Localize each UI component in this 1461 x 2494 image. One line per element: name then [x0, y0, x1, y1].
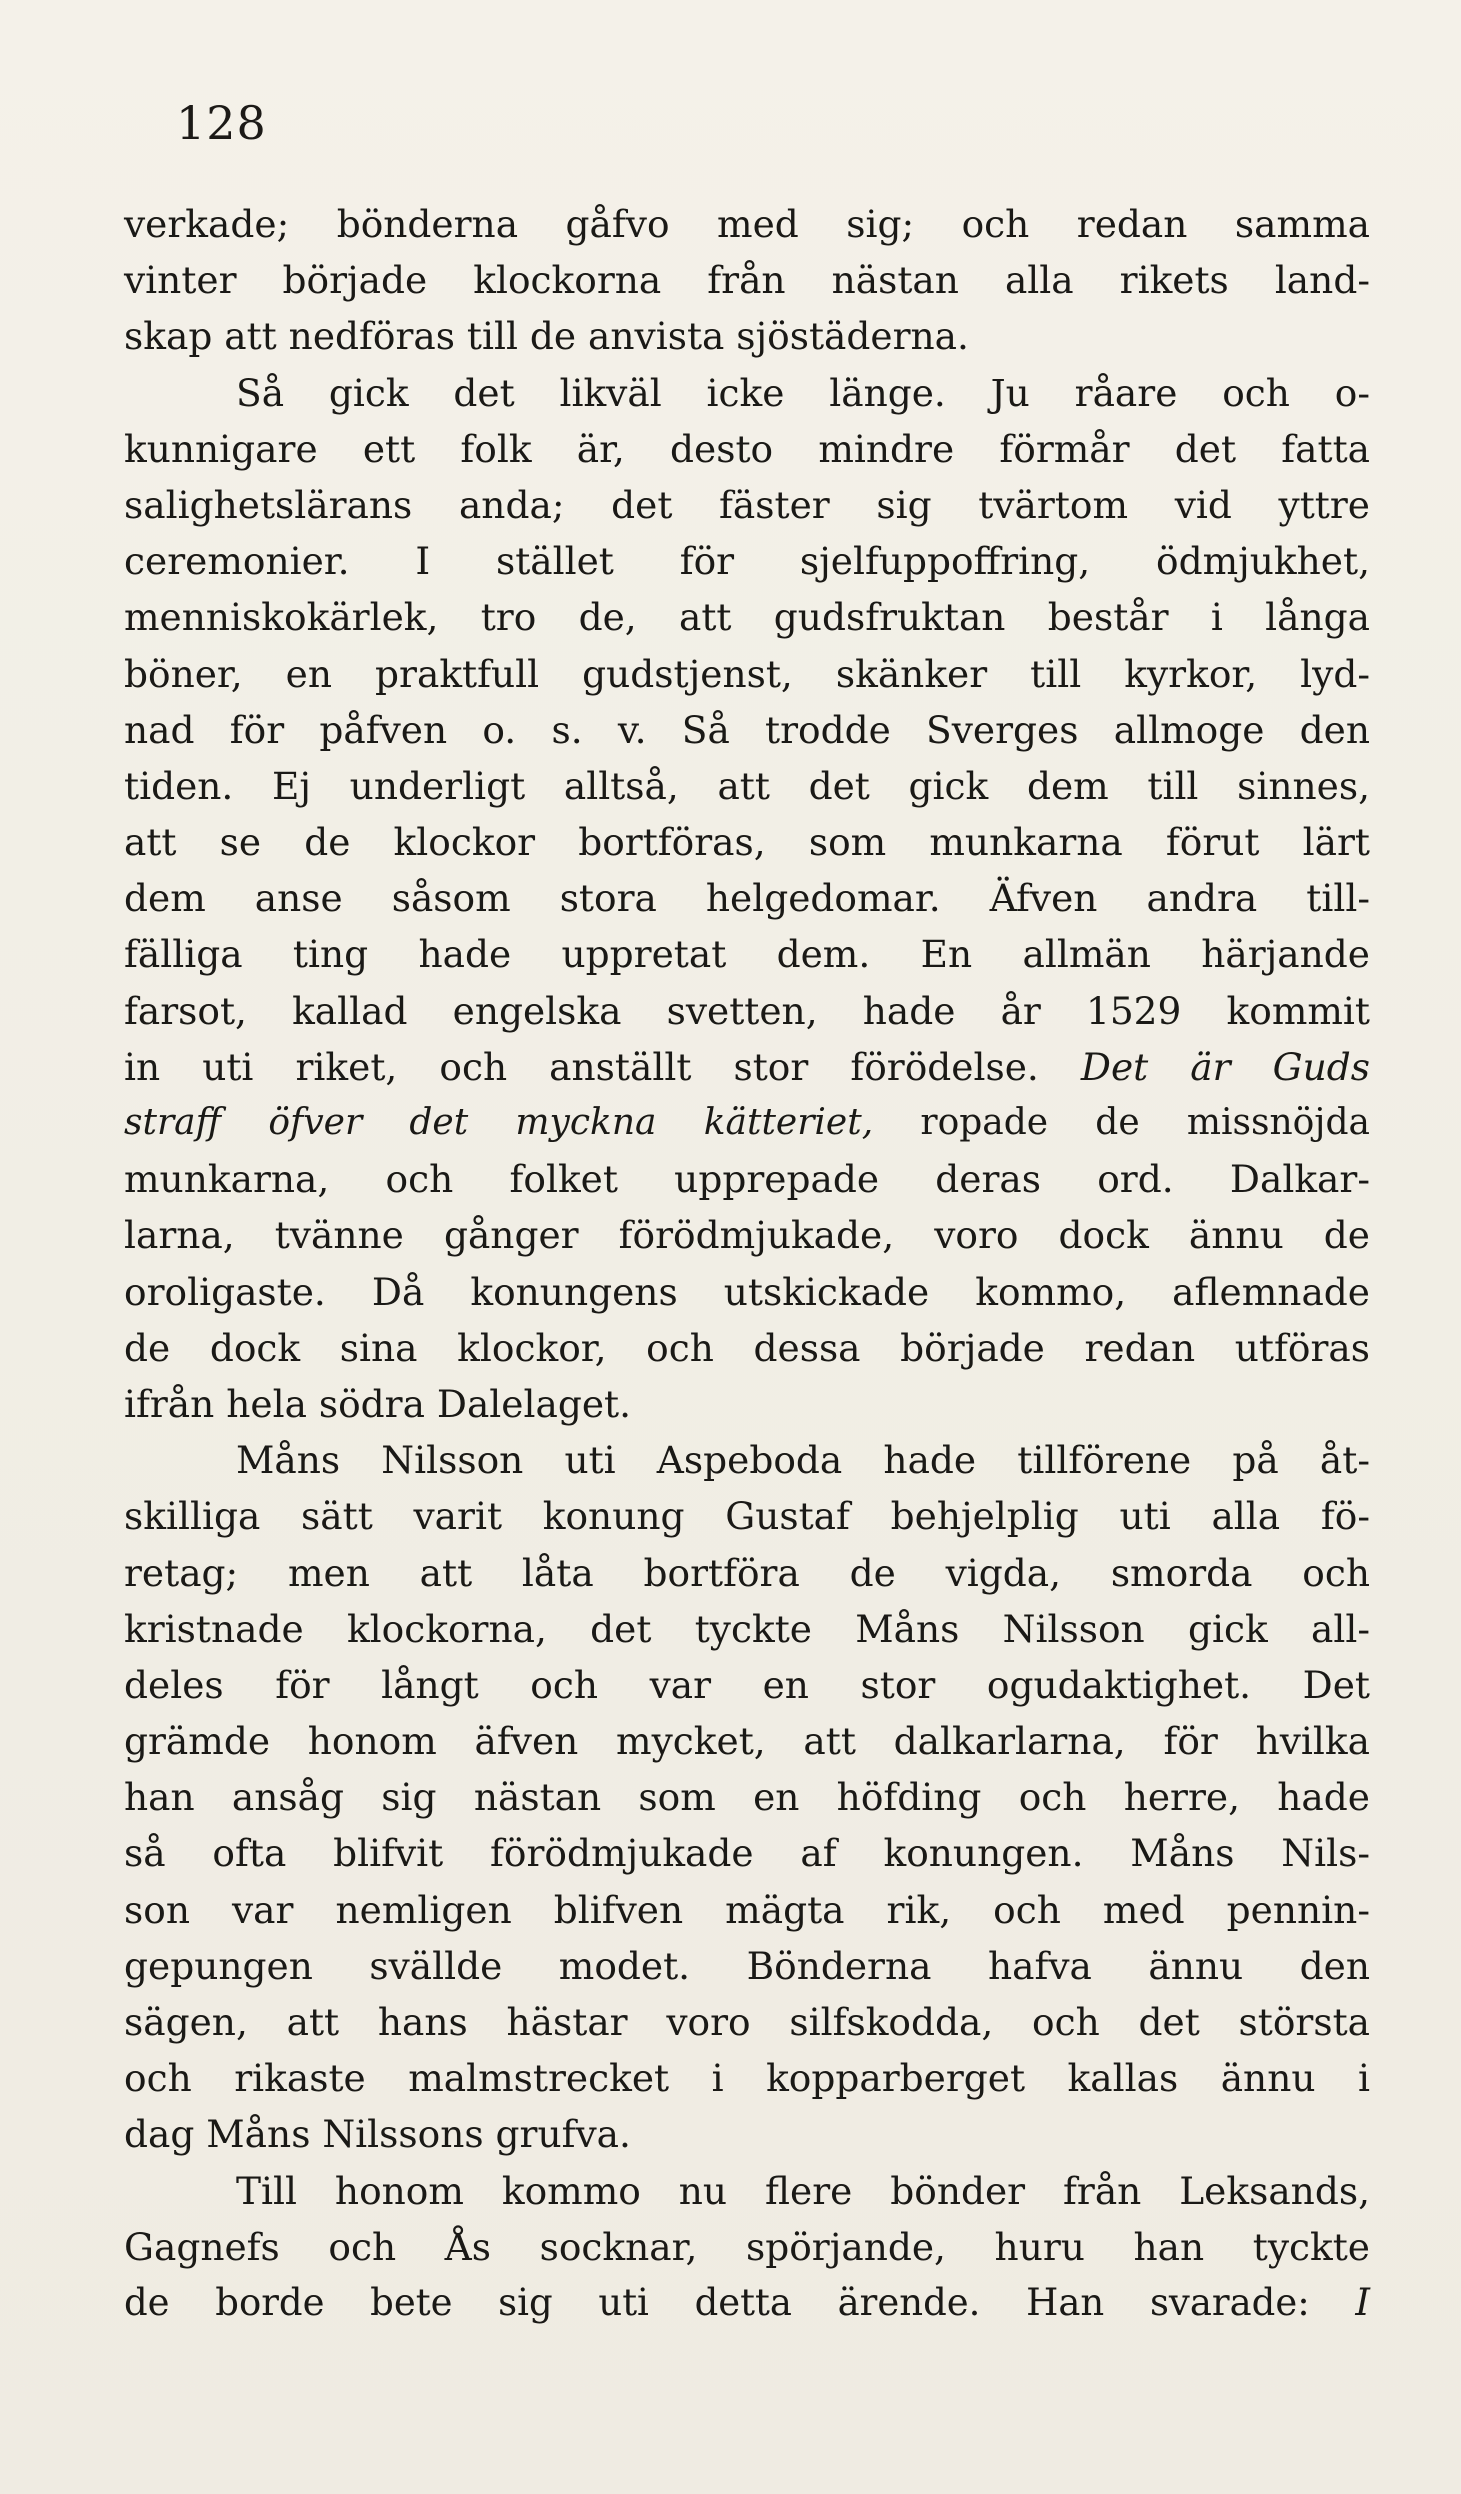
- text-line: [124, 702, 1370, 758]
- text-line: [124, 1882, 1370, 1938]
- line-text: skilliga sätt varit konung Gustaf behjelplig uti alla fö-: [124, 1494, 1370, 1539]
- text-line: [124, 252, 1370, 308]
- body-text: [124, 196, 1370, 2331]
- text-line: [124, 196, 1370, 252]
- text-line: [124, 1039, 1370, 1095]
- line-text: tiden. Ej underligt alltså, att det gick dem till sinnes,: [124, 763, 1370, 808]
- line-text: sägen, att hans hästar voro silfskodda, och det största: [124, 2000, 1370, 2044]
- line-text: och rikaste malmstrecket i kopparberget kallas ännu i: [124, 2056, 1370, 2101]
- text-line: [124, 1376, 1370, 1432]
- line-text: Så gick det likväl icke länge. Ju råare och o-: [236, 370, 1370, 415]
- italic-phrase: straff öfver det myckna kätteriet,: [124, 1102, 874, 1143]
- text-line: [124, 2050, 1370, 2106]
- line-text: han ansåg sig nästan som en höfding och herre, hade: [124, 1775, 1370, 1820]
- line-text: Till honom kommo nu flere bönder från Leksands,: [236, 2168, 1370, 2213]
- line-text: farsot, kallad engelska svetten, hade år 1529 kommit: [124, 988, 1370, 1033]
- text-line: [124, 1657, 1370, 1713]
- line-text: menniskokärlek, tro de, att gudsfruktan består i långa: [124, 595, 1370, 640]
- line-text: ifrån hela södra Dalelaget.: [124, 1381, 632, 1426]
- text-line: [124, 1769, 1370, 1825]
- text-line: [124, 308, 1370, 364]
- text-line: [124, 421, 1370, 477]
- line-text: grämde honom äfven mycket, att dalkarlarna, för hvilka: [124, 1719, 1370, 1764]
- text-line: [124, 1545, 1370, 1601]
- line-text: Måns Nilsson uti Aspeboda hade tillförene på åt-: [236, 1438, 1370, 1483]
- text-line: [124, 477, 1370, 533]
- text-line: [124, 1601, 1370, 1657]
- text-line: [124, 1320, 1370, 1376]
- line-text: dem anse såsom stora helgedomar. Äfven andra till-: [124, 876, 1370, 921]
- line-text: larna, tvänne gånger förödmjukade, voro dock ännu de: [124, 1213, 1370, 1258]
- line-text: munkarna, och folket upprepade deras ord. Dalkar-: [124, 1157, 1370, 1202]
- italic-phrase: I: [1309, 2280, 1370, 2324]
- line-text: nad för påfven o. s. v. Så trodde Sverges allmoge den: [124, 707, 1370, 752]
- text-line: [124, 1095, 1370, 1151]
- text-line: [124, 870, 1370, 926]
- text-line: [124, 1432, 1370, 1488]
- line-text: son var nemligen blifven mägta rik, och med pennin-: [124, 1887, 1370, 1932]
- line-text: de dock sina klockor, och dessa började redan utföras: [124, 1325, 1370, 1370]
- text-line: [124, 365, 1370, 421]
- line-text: vinter började klockorna från nästan alla rikets land-: [124, 258, 1370, 303]
- line-text: kristnade klockorna, det tyckte Måns Nilsson gick all-: [124, 1606, 1370, 1651]
- line-text: så ofta blifvit förödmjukade af konungen. Måns Nils-: [124, 1831, 1370, 1876]
- text-line: [124, 646, 1370, 702]
- line-text: retag; men att låta bortföra de vigda, smorda och: [124, 1550, 1370, 1595]
- line-text: oroligaste. Då konungens utskickade kommo, aflemnade: [124, 1269, 1370, 1314]
- text-line: [124, 1151, 1370, 1207]
- line-text: deles för långt och var en stor ogudaktighet. Det: [124, 1662, 1370, 1707]
- line-text: att se de klockor bortföras, som munkarna förut lärt: [124, 820, 1370, 865]
- page-number: 128: [176, 96, 267, 150]
- text-line: [124, 1713, 1370, 1769]
- text-line: [124, 1264, 1370, 1320]
- line-text: skap att nedföras till de anvista sjöstäderna.: [124, 314, 969, 359]
- text-line: [124, 2219, 1370, 2275]
- line-text: gepungen svällde modet. Bönderna hafva ännu den: [124, 1943, 1370, 1988]
- line-text: dag Måns Nilssons grufva.: [124, 2112, 631, 2157]
- line-text: salighetslärans anda; det fäster sig tvärtom vid yttre: [124, 482, 1370, 527]
- italic-phrase: Det är Guds: [1038, 1044, 1370, 1089]
- text-line: [124, 2106, 1370, 2162]
- text-line: [124, 1994, 1370, 2050]
- line-text: ceremonier. I stället för sjelfuppoffring, ödmjukhet,: [124, 539, 1370, 584]
- text-line: [124, 1938, 1370, 1994]
- line-text: verkade; bönderna gåfvo med sig; och redan samma: [124, 202, 1370, 246]
- text-line: [124, 1207, 1370, 1263]
- text-line: [124, 2275, 1370, 2331]
- text-line: [124, 983, 1370, 1039]
- line-text: Gagnefs och Ås socknar, spörjande, huru han tyckte: [124, 2224, 1370, 2269]
- line-text: ropade de missnöjda: [873, 1102, 1370, 1143]
- line-text: böner, en praktfull gudstjenst, skänker till kyrkor, lyd-: [124, 651, 1370, 696]
- text-line: [124, 1488, 1370, 1544]
- line-text: de borde bete sig uti detta ärende. Han svarade:: [124, 2280, 1310, 2324]
- text-line: [124, 2163, 1370, 2219]
- text-line: [124, 926, 1370, 982]
- line-text: fälliga ting hade uppretat dem. En allmän härjande: [124, 932, 1370, 977]
- text-line: [124, 1825, 1370, 1881]
- line-text: kunnigare ett folk är, desto mindre förmår det fatta: [124, 426, 1370, 471]
- text-line: [124, 533, 1370, 589]
- text-line: [124, 814, 1370, 870]
- text-line: [124, 589, 1370, 645]
- line-text: in uti riket, och anställt stor förödelse.: [124, 1044, 1039, 1089]
- text-line: [124, 758, 1370, 814]
